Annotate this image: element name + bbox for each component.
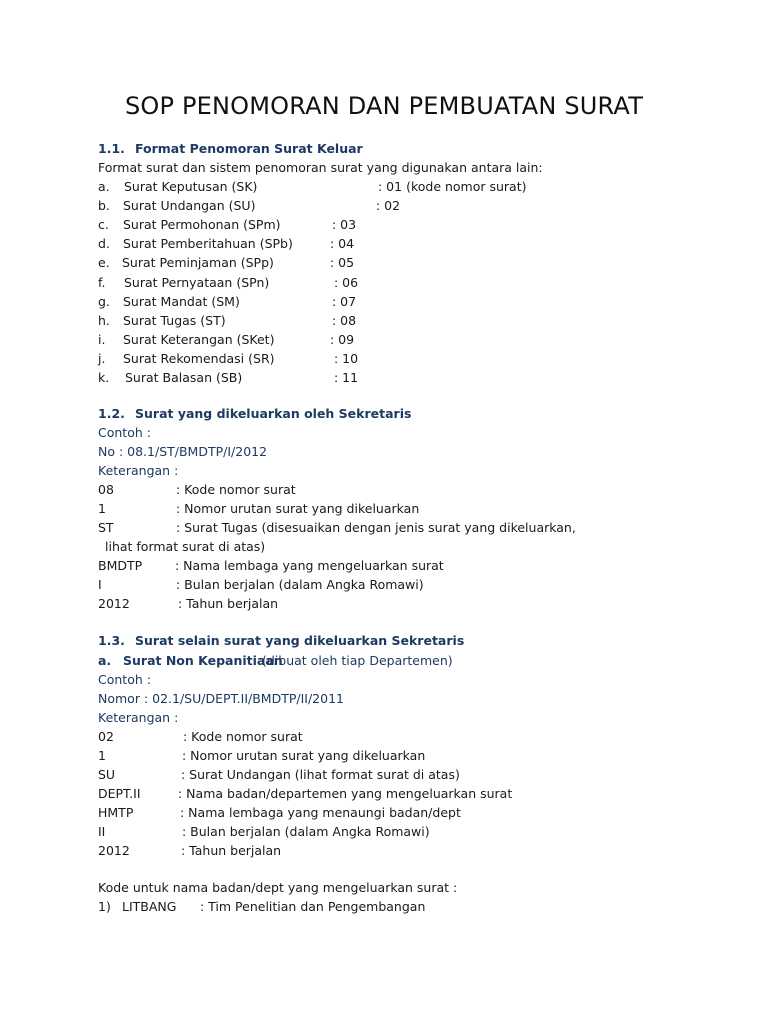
item-letter: f. — [98, 274, 106, 290]
subsection-title: Surat Non Kepanitiaan — [123, 653, 283, 668]
item-letter: j. — [98, 350, 106, 366]
term-description: : Kode nomor surat — [183, 729, 303, 744]
term-description: : Nama badan/departemen yang mengeluarkan surat — [178, 786, 513, 801]
term-description: : Surat Undangan (lihat format surat di atas) — [181, 767, 460, 782]
item-letter: k. — [98, 370, 110, 385]
item-letter: a. — [98, 179, 110, 194]
term-description: : Nama lembaga yang menaungi badan/dept — [180, 805, 461, 820]
item-letter: d. — [98, 236, 110, 252]
contoh-label: Contoh : — [98, 425, 151, 440]
term-description: : Bulan berjalan (dalam Angka Romawi) — [182, 824, 430, 839]
item-letter: c. — [98, 217, 109, 233]
section-number: 1.3. — [98, 633, 125, 648]
term: II — [98, 824, 106, 839]
letter-type-name: Surat Keterangan (SKet) — [123, 331, 275, 347]
document-title: SOP PENOMORAN DAN PEMBUATAN SURAT — [124, 92, 644, 120]
section-number: 1.1. — [98, 141, 125, 156]
item-letter: i. — [98, 331, 106, 347]
section-number: 1.2. — [98, 406, 125, 421]
letter-type-name: Surat Undangan (SU) — [123, 198, 256, 214]
section-title: Format Penomoran Surat Keluar — [135, 141, 363, 156]
letter-type-code: : 07 — [332, 293, 357, 309]
term-description: : Surat Tugas (disesuaikan dengan jenis surat yang dikeluarkan, — [176, 520, 576, 535]
term-description: : Tahun berjalan — [181, 843, 282, 858]
item-number: 1) — [98, 899, 111, 914]
item-letter: h. — [98, 312, 110, 328]
keterangan-label: Keterangan : — [98, 463, 179, 478]
example-number: No : 08.1/ST/BMDTP/I/2012 — [98, 444, 268, 459]
letter-type-code: : 10 — [334, 350, 359, 366]
section-title: Surat selain surat yang dikeluarkan Sekretaris — [135, 633, 465, 648]
term: 08 — [98, 482, 114, 497]
letter-type-name: Surat Rekomendasi (SR) — [123, 350, 275, 366]
letter-type-name: Surat Tugas (ST) — [123, 312, 226, 328]
letter-type-name: Surat Peminjaman (SPp) — [122, 255, 274, 271]
letter-type-code: : 11 — [334, 370, 359, 385]
term-description: : Nama lembaga yang mengeluarkan surat — [175, 558, 444, 573]
term: BMDTP — [98, 558, 143, 573]
term: 1 — [98, 748, 106, 763]
term: ST — [98, 520, 114, 535]
contoh-label: Contoh : — [98, 672, 151, 687]
letter-type-name: Surat Pemberitahuan (SPb) — [123, 236, 293, 252]
example-number: Nomor : 02.1/SU/DEPT.II/BMDTP/II/2011 — [98, 691, 344, 706]
term: 1 — [98, 501, 106, 516]
item-letter: g. — [98, 293, 110, 309]
letter-type-code: : 04 — [330, 236, 355, 252]
letter-type-name: Surat Balasan (SB) — [125, 370, 243, 385]
section-title: Surat yang dikeluarkan oleh Sekretaris — [135, 406, 412, 421]
letter-type-name: Surat Mandat (SM) — [123, 293, 240, 309]
letter-type-code: : 03 — [332, 217, 357, 233]
term: 2012 — [98, 596, 130, 611]
subsection-letter: a. — [98, 653, 112, 668]
department-description: : Tim Penelitian dan Pengembangan — [200, 899, 426, 914]
term: DEPT.II — [98, 786, 141, 801]
term: HMTP — [98, 805, 134, 820]
letter-type-code: : 01 (kode nomor surat) — [378, 179, 527, 194]
term: 2012 — [98, 843, 130, 858]
letter-type-name: Surat Pernyataan (SPn) — [124, 274, 270, 290]
continuation-text: lihat format surat di atas) — [105, 539, 266, 554]
item-letter: b. — [98, 198, 110, 214]
term: I — [98, 577, 102, 592]
section-1-intro: Format surat dan sistem penomoran surat yang digunakan antara lain: — [98, 160, 543, 175]
keterangan-label: Keterangan : — [98, 710, 179, 725]
letter-type-code: : 06 — [334, 274, 359, 290]
term-description: : Tahun berjalan — [178, 596, 279, 611]
term-description: : Bulan berjalan (dalam Angka Romawi) — [176, 577, 424, 592]
term: SU — [98, 767, 116, 782]
term-description: : Nomor urutan surat yang dikeluarkan — [176, 501, 420, 516]
letter-type-code: : 09 — [330, 331, 355, 347]
letter-type-code: : 08 — [332, 312, 357, 328]
term-description: : Kode nomor surat — [176, 482, 296, 497]
term-description: : Nomor urutan surat yang dikeluarkan — [182, 748, 426, 763]
letter-type-code: : 05 — [330, 255, 355, 271]
letter-type-name: Surat Permohonan (SPm) — [123, 217, 281, 233]
kode-intro: Kode untuk nama badan/dept yang mengeluarkan surat : — [98, 880, 458, 895]
letter-type-name: Surat Keputusan (SK) — [124, 179, 258, 194]
subsection-note: (dibuat oleh tiap Departemen) — [262, 653, 453, 668]
item-letter: e. — [98, 255, 110, 271]
letter-type-code: : 02 — [376, 198, 401, 214]
department-code: LITBANG — [122, 899, 177, 914]
term: 02 — [98, 729, 114, 744]
